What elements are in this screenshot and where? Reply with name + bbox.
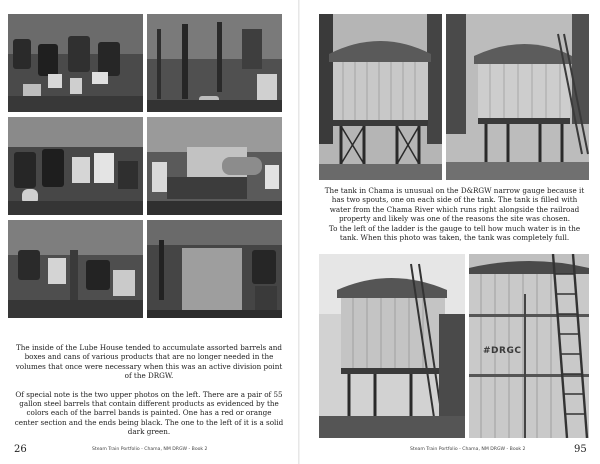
lube-house-photo-1 (8, 14, 143, 112)
left-footer: Steam Train Portfolio - Chama, NM DRGW - Book 2 (92, 447, 208, 452)
lube-house-photo-6 (147, 220, 282, 318)
water-tank-photo-4 (469, 254, 589, 438)
left-caption-paragraph-2: Of special note is the two upper photos on the left. There are a pair of 55 gallon steel barrels that contain different products as evidenced by the colors each of the barrel bands is painted. One has a red or orange center section and the ends being black. The one to the left of it is a solid dark green. (14, 389, 284, 437)
lube-house-photo-3 (8, 117, 143, 215)
right-caption-paragraph-1: The tank in Chama is unusual on the D&RGW narrow gauge because it has two spouts, one on each side of the tank. The tank is filled with water from the Chama River which runs right alongside the railroad property and likely was one of the reasons the site was chosen. (324, 186, 585, 224)
right-caption (322, 186, 587, 251)
right-page (300, 0, 600, 464)
lube-house-photo-4 (147, 117, 282, 215)
water-tank-photo-1 (319, 14, 442, 180)
water-tank-photo-3 (319, 254, 465, 438)
water-tank-photo-2 (446, 14, 589, 180)
right-footer: Steam Train Portfolio - Chama, NM DRGW - Book 2 (410, 447, 526, 452)
tank-lettering: #DRGC (483, 346, 522, 356)
left-caption-paragraph-1: The inside of the Lube House tended to accumulate assorted barrels and boxes and cans of various products that are no longer needed in the volumes that once were necessary when this was an active division point of the DRGW. (15, 343, 283, 381)
right-caption-paragraph-2: To the left of the ladder is the gauge to tell how much water is in the tank. When this photo was taken, the tank was completely full. (328, 223, 581, 243)
left-page-number: 26 (14, 444, 27, 455)
left-caption (14, 343, 284, 446)
lube-house-photo-5 (8, 220, 143, 318)
right-page-number: 95 (574, 444, 587, 455)
lube-house-photo-2 (147, 14, 282, 112)
